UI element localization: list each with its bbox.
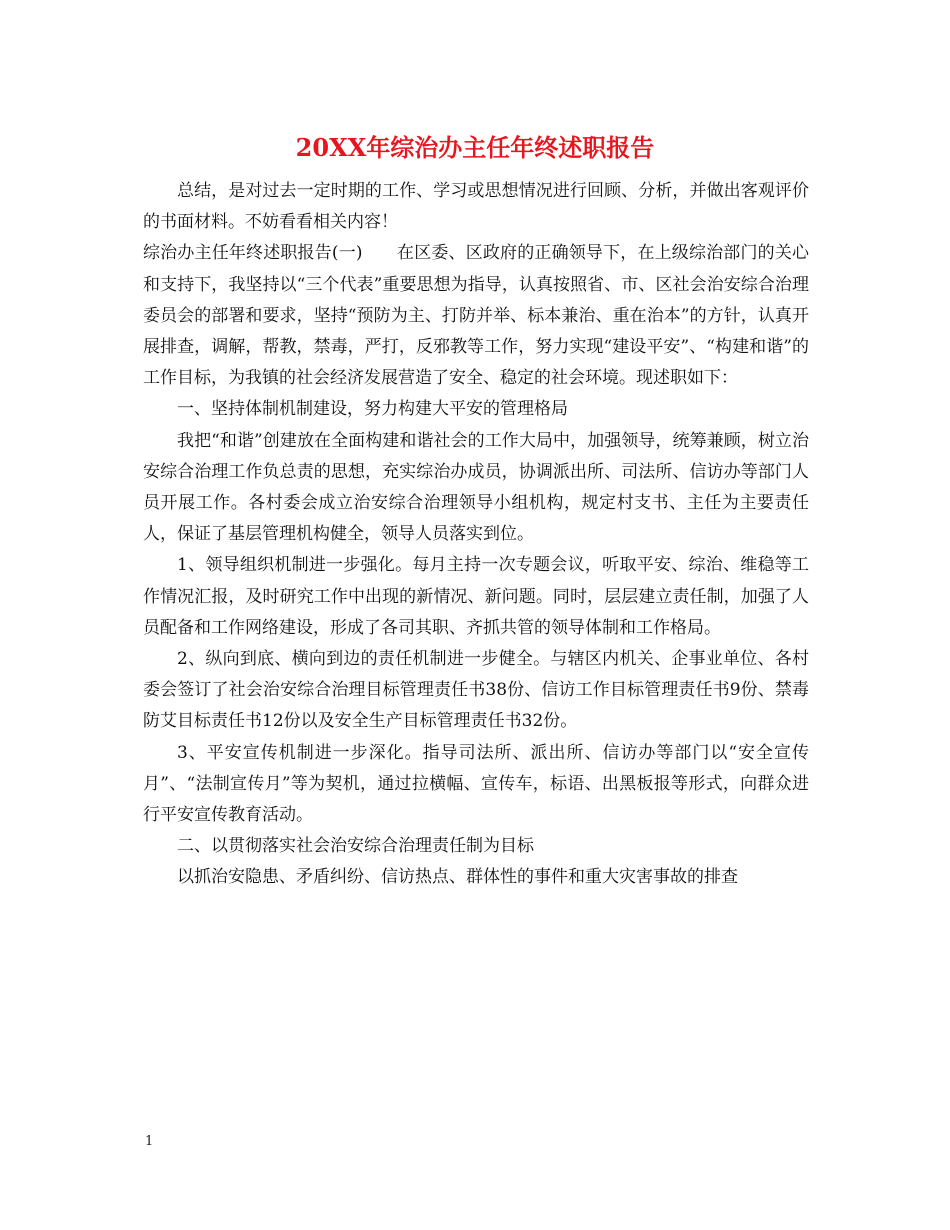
page-number: 1	[145, 1134, 154, 1149]
item-3-paragraph: 3、平安宣传机制进一步深化。指导司法所、派出所、信访办等部门以“安全宣传月”、“法制宣传月”等为契机，通过拉横幅、宣传车，标语、出黑板报等形式，向群众进行平安宣传教育活动。	[143, 742, 809, 826]
item-1-paragraph: 1、领导组织机制进一步强化。每月主持一次专题会议，听取平安、综治、维稳等工作情况汇报，及时研究工作中出现的新情况、新问题。同时，层层建立责任制，加强了人员配备和工作网络建设，形成了各司其职、齐抓共管的领导体制和工作格局。	[143, 555, 809, 638]
section-1-paragraph: 我把“和谐”创建放在全面构建和谐社会的工作大局中，加强领导，统筹兼顾，树立治安综合治理工作负总责的思想，充实综治办成员，协调派出所、司法所、信访办等部门人员开展工作。各村委会成立治安综合治理领导小组机构，规定村支书、主任为主要责任人，保证了基层管理机构健全，领导人员落实到位。	[143, 430, 809, 545]
report-opening-paragraph: 综治办主任年终述职报告(一) 在区委、区政府的正确领导下，在上级综治部门的关心和支持下，我坚持以“三个代表”重要思想为指导，认真按照省、市、区社会治安综合治理委员会的部署和要求，坚持“预防为主、打防并举、标本兼治、重在治本”的方针，认真开展排查，调解，帮教，禁毒，严打，反邪教等工作，努力实现“建设平安”、“构建和谐”的工作目标，为我镇的社会经济发展营造了安全、稳定的社会环境。现述职如下：	[143, 243, 809, 389]
section-2-paragraph: 以抓治安隐患、矛盾纠纷、信访热点、群体性的事件和重大灾害事故的排查	[177, 867, 738, 888]
section-heading-1: 一、坚持体制机制建设，努力构建大平安的管理格局	[177, 399, 568, 420]
item-2-paragraph: 2、纵向到底、横向到边的责任机制进一步健全。与辖区内机关、企事业单位、各村委会签订了社会治安综合治理目标管理责任书38份、信访工作目标管理责任书9份、禁毒防艾目标责任书12份以及安全生产目标管理责任书32份。	[143, 649, 809, 732]
document-body	[143, 176, 809, 894]
intro-paragraph: 总结，是对过去一定时期的工作、学习或思想情况进行回顾、分析，并做出客观评价的书面材料。不妨看看相关内容！	[143, 181, 809, 233]
section-heading-2: 二、以贯彻落实社会治安综合治理责任制为目标	[177, 836, 534, 857]
document-title: 20XX年综治办主任年终述职报告	[295, 133, 655, 162]
